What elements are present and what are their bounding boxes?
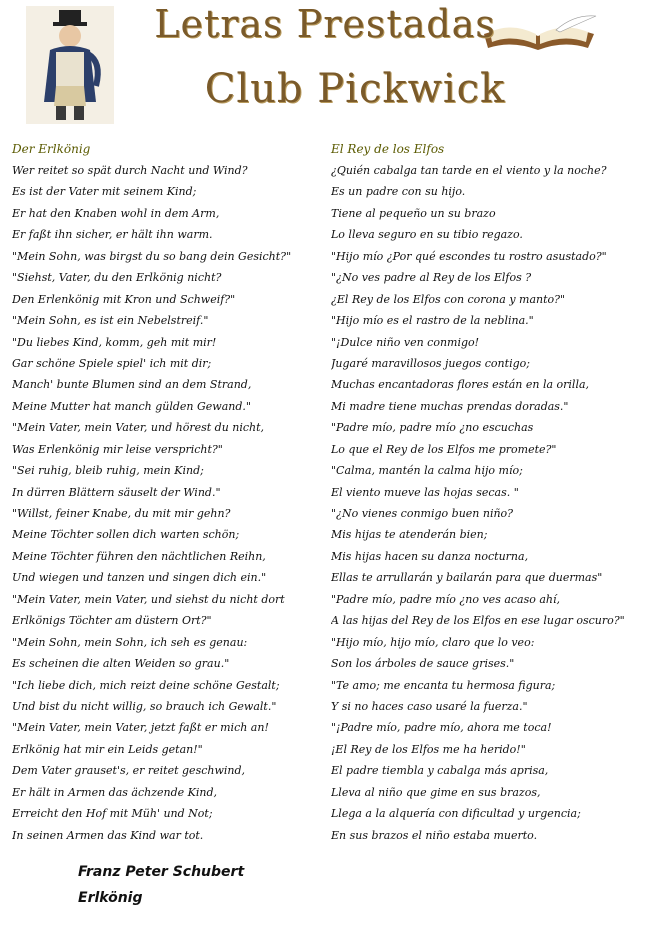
poem-line: "Mein Sohn, mein Sohn, ich seh es genau: — [12, 635, 248, 649]
poem-line: "Hijo mío, hijo mío, claro que lo veo: — [331, 635, 535, 649]
poem-line: Er hält in Armen das ächzende Kind, — [12, 785, 218, 799]
poem-line: Meine Töchter sollen dich warten schön; — [12, 528, 240, 542]
poem-line: ¿Quién cabalga tan tarde en el viento y la noche? — [331, 164, 607, 177]
poem-line: Und bist du nicht willig, so brauch ich Gewalt." — [12, 699, 277, 713]
poem-line: Y si no haces caso usaré la fuerza." — [331, 699, 528, 713]
poem-line: "Mein Vater, mein Vater, und hörest du nicht, — [12, 421, 265, 435]
poem-line: Lo que el Rey de los Elfos me promete?" — [331, 442, 557, 456]
poem-line: "Sei ruhig, bleib ruhig, mein Kind; — [12, 464, 204, 478]
poem-line: Meine Mutter hat manch gülden Gewand." — [12, 399, 251, 413]
composer-name: Franz Peter Schubert — [78, 864, 245, 880]
poem-line: "Willst, feiner Knabe, du mit mir gehn? — [12, 507, 231, 520]
poem-line: "Ich liebe dich, mich reizt deine schöne Gestalt; — [12, 678, 280, 692]
poem-line: Son los árboles de sauce grises." — [331, 657, 515, 671]
poem-line: "¡Padre mío, padre mío, ahora me toca! — [331, 721, 552, 735]
poem-line: Tiene al pequeño un su brazo — [331, 206, 496, 220]
poem-line: Lleva al niño que gime en sus brazos, — [331, 785, 541, 799]
poem-line: "Padre mío, padre mío ¿no ves acaso ahí, — [331, 592, 561, 606]
poem-line: "Mein Sohn, es ist ein Nebelstreif." — [12, 314, 209, 328]
poem-line: "Mein Sohn, was birgst du so bang dein Gesicht?" — [12, 249, 292, 263]
poem-line: "Mein Vater, mein Vater, jetzt faßt er mich an! — [12, 721, 269, 735]
poem-line: En sus brazos el niño estaba muerto. — [331, 828, 538, 842]
german-text-column — [12, 140, 322, 846]
poem-line: Llega a la alquería con dificultad y urgencia; — [331, 807, 581, 821]
poem-line: Gar schöne Spiele spiel' ich mit dir; — [12, 356, 212, 370]
page-header — [0, 0, 650, 130]
poem-line: Mi madre tiene muchas prendas doradas." — [331, 399, 569, 413]
poem-line: "¡Dulce niño ven conmigo! — [331, 335, 480, 349]
poem-line: A las hijas del Rey de los Elfos en ese lugar oscuro?" — [331, 614, 625, 628]
poem-line: Dem Vater grauset's, er reitet geschwind, — [12, 764, 246, 778]
poem-line: El viento mueve las hojas secas. " — [331, 485, 519, 499]
poem-line: In dürren Blättern säuselt der Wind." — [12, 485, 221, 499]
poem-line: Was Erlenkönig mir leise verspricht?" — [12, 442, 223, 456]
spanish-poem-lines — [331, 160, 646, 846]
poem-line: "¿No ves padre al Rey de los Elfos ? — [331, 271, 532, 285]
poem-line: Erlkönigs Töchter am düstern Ort?" — [12, 614, 212, 628]
spanish-text-column — [331, 140, 646, 846]
poem-line: Erreicht den Hof mit Müh' und Not; — [12, 807, 213, 821]
poem-line: Mis hijas hacen su danza nocturna, — [331, 549, 529, 563]
poem-line: "Hijo mío es el rastro de la neblina." — [331, 314, 534, 328]
poem-line: Wer reitet so spät durch Nacht und Wind? — [12, 164, 248, 177]
poem-line: Jugaré maravillosos juegos contigo; — [331, 356, 530, 370]
german-poem-lines — [12, 160, 322, 846]
german-title: Der Erlkönig — [12, 142, 91, 156]
poem-line: Mis hijas te atenderán bien; — [331, 528, 488, 542]
poem-line: Er hat den Knaben wohl in dem Arm, — [12, 206, 220, 220]
poem-line: ¿El Rey de los Elfos con corona y manto?" — [331, 292, 566, 306]
poem-line: In seinen Armen das Kind war tot. — [12, 828, 204, 842]
poem-line: "Hijo mío ¿Por qué escondes tu rostro asustado?" — [331, 249, 607, 263]
poem-line: Ellas te arrullarán y bailarán para que duermas" — [331, 571, 603, 585]
poem-line: "Mein Vater, mein Vater, und siehst du nicht dort — [12, 592, 285, 606]
work-title: Erlkönig — [78, 890, 143, 906]
poem-line: "Te amo; me encanta tu hermosa figura; — [331, 678, 556, 692]
poem-line: Es un padre con su hijo. — [331, 185, 466, 199]
poem-line: "Padre mío, padre mío ¿no escuchas — [331, 421, 534, 435]
poem-line: ¡El Rey de los Elfos me ha herido!" — [331, 742, 526, 756]
poem-line: "Du liebes Kind, komm, geh mit mir! — [12, 335, 217, 349]
poem-line: Es ist der Vater mit seinem Kind; — [12, 185, 197, 199]
poem-line: Meine Töchter führen den nächtlichen Reihn, — [12, 549, 266, 563]
poem-line: Manch' bunte Blumen sind an dem Strand, — [12, 378, 252, 392]
poem-line: Es scheinen die alten Weiden so grau." — [12, 657, 230, 671]
poem-line: Muchas encantadoras flores están en la orilla, — [331, 378, 590, 392]
poem-line: "Calma, mantén la calma hijo mío; — [331, 464, 523, 478]
poem-line: Lo lleva seguro en su tibio regazo. — [331, 228, 523, 242]
poem-line: Den Erlenkönig mit Kron und Schweif?" — [12, 292, 236, 306]
site-subtitle: Club Pickwick — [204, 66, 506, 112]
poem-line: Und wiegen und tanzen und singen dich ein." — [12, 571, 267, 585]
poem-line: El padre tiembla y cabalga más aprisa, — [331, 764, 549, 778]
site-title: Letras Prestadas — [154, 2, 496, 46]
spanish-title: El Rey de los Elfos — [331, 142, 445, 156]
poem-line: Er faßt ihn sicher, er hält ihn warm. — [12, 228, 213, 242]
poem-line: Erlkönig hat mir ein Leids getan!" — [12, 742, 203, 756]
poem-line: "¿No vienes conmigo buen niño? — [331, 507, 514, 520]
poem-line: "Siehst, Vater, du den Erlkönig nicht? — [12, 271, 222, 285]
